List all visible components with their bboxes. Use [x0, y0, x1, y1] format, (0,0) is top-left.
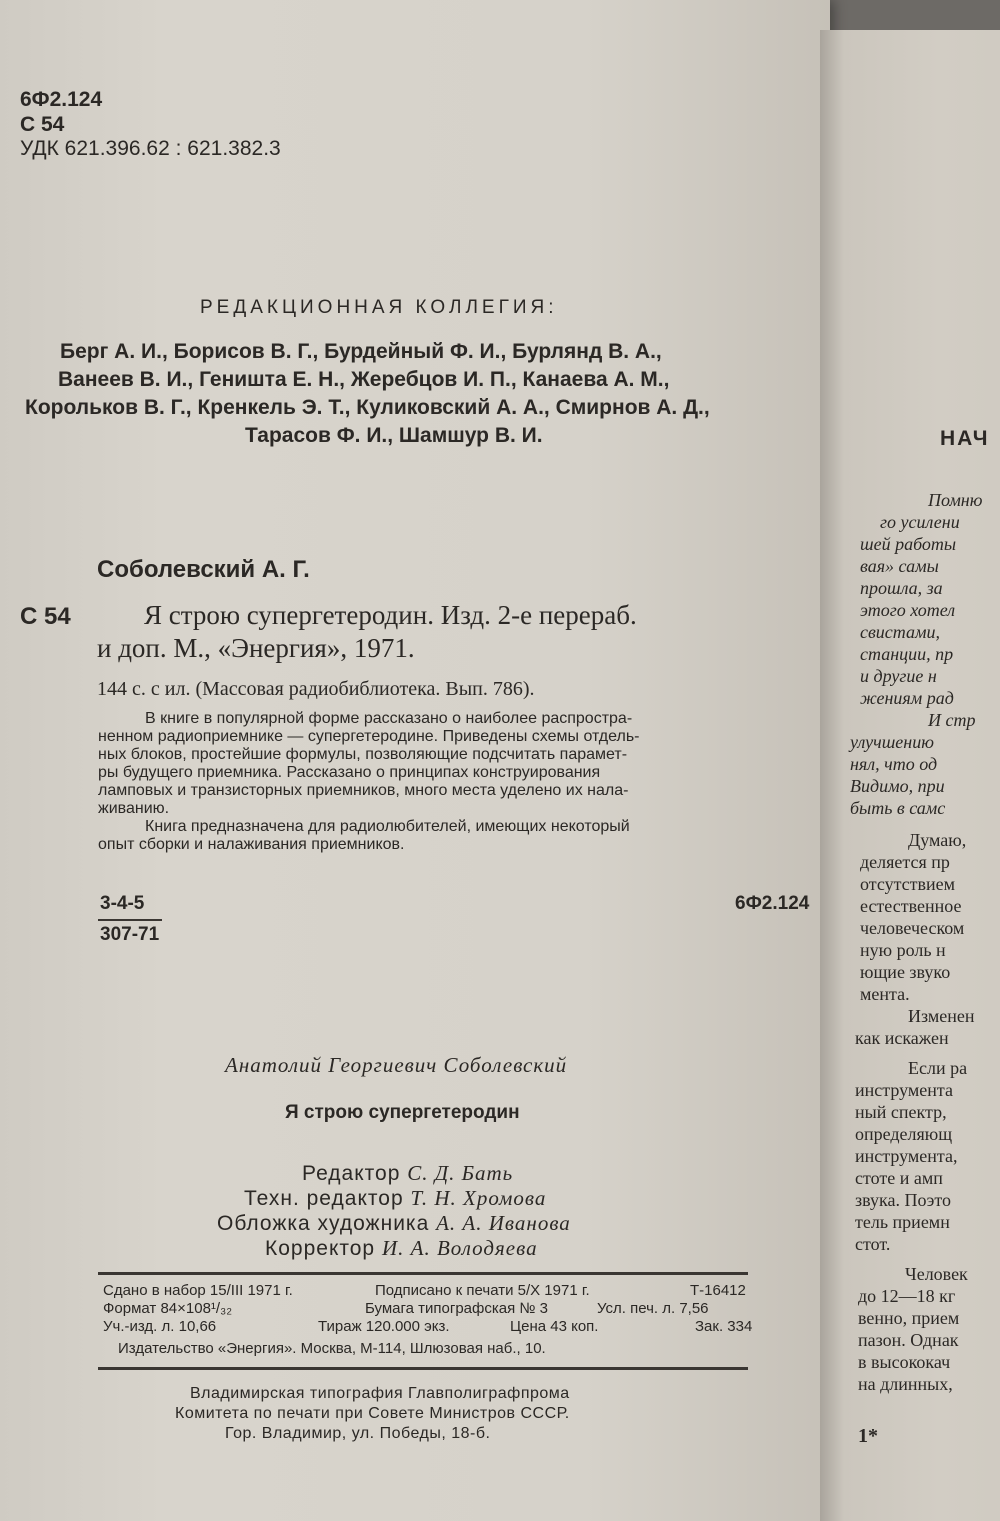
editorial-board-line: Берг А. И., Борисов В. Г., Бурдейный Ф. И., Бурлянд В. А.,: [60, 340, 662, 363]
body-line: инструмента,: [855, 1146, 958, 1166]
imprint-format: Формат 84×108¹/₃₂: [103, 1300, 233, 1317]
abstract-line: Книга предназначена для радиолюбителей, имеющих некоторый: [145, 818, 630, 835]
printing-house-line: Гор. Владимир, ул. Победы, 18-б.: [225, 1425, 491, 1442]
editorial-board-line: Тарасов Ф. И., Шамшур В. И.: [245, 424, 543, 447]
imprint-publisher: Издательство «Энергия». Москва, М-114, Шлюзовая наб., 10.: [118, 1340, 546, 1357]
credit-role: Редактор: [302, 1162, 401, 1185]
body-line: Если ра: [908, 1058, 968, 1078]
right-page: [820, 30, 1000, 1521]
editorial-board-line: Корольков В. Г., Кренкель Э. Т., Куликовский А. А., Смирнов А. Д.,: [25, 396, 710, 419]
catalog-index: С 54: [20, 113, 65, 136]
credit-name: А. А. Иванова: [436, 1211, 571, 1235]
body-line: Помню: [928, 490, 983, 510]
abstract-line: ненном радиоприемнике — супергетеродине. Приведены схемы отдель-: [98, 728, 640, 745]
body-line: Видимо, при: [850, 776, 945, 796]
body-line: прошла, за: [860, 578, 943, 598]
body-line: человеческом: [860, 918, 965, 938]
credit-role: Корректор: [265, 1237, 376, 1260]
abstract-line: В книге в популярной форме рассказано о наиболее распростра-: [145, 710, 633, 727]
body-line: и другие н: [860, 666, 937, 686]
imprint-signed: Подписано к печати 5/X 1971 г.: [375, 1282, 590, 1299]
imprint-order: Зак. 334: [695, 1318, 753, 1335]
chapter-heading: НАЧ: [940, 427, 990, 450]
body-line: быть в самс: [850, 798, 946, 818]
printing-house-line: Владимирская типография Главполиграфпрома: [190, 1385, 570, 1402]
credit-name: С. Д. Бать: [407, 1161, 514, 1185]
editorial-board-title: РЕДАКЦИОННАЯ КОЛЛЕГИЯ:: [200, 297, 558, 318]
printing-house-line: Комитета по печати при Совете Министров СССР.: [175, 1405, 570, 1422]
bibliography-index: С 54: [20, 603, 71, 630]
body-line: деляется пр: [860, 852, 950, 872]
imprint-print-sheets: Усл. печ. л. 7,56: [597, 1300, 709, 1317]
body-line: ную роль н: [860, 940, 946, 960]
fraction-rule: [98, 919, 162, 921]
body-line: стоте и амп: [855, 1168, 943, 1188]
body-line: стот.: [855, 1234, 891, 1254]
editorial-board-line: Ванеев В. И., Геништа Е. Н., Жеребцов И. П., Канаева А. М.,: [58, 368, 670, 391]
abstract-line: опыт сборки и налаживания приемников.: [98, 836, 405, 853]
credit-role: Обложка художника: [217, 1212, 430, 1235]
body-line: Изменен: [908, 1006, 975, 1026]
imprint-paper: Бумага типографская № 3: [365, 1300, 548, 1317]
udk-code: УДК 621.396.62 : 621.382.3: [20, 137, 281, 160]
imprint-run: Тираж 120.000 экз.: [318, 1318, 450, 1335]
body-line: инструмента: [855, 1080, 953, 1100]
bibliography-title-line: Я строю супергетеродин. Изд. 2-е перераб.: [144, 600, 637, 630]
body-line: Человек: [905, 1264, 968, 1284]
credit-role: Техн. редактор: [244, 1187, 404, 1210]
body-line: естественное: [860, 896, 962, 916]
abstract-line: ры будущего приемника. Рассказано о принципах конструирования: [98, 764, 601, 781]
imprint-license: Т-16412: [690, 1282, 746, 1299]
credit-name: И. А. Володяева: [381, 1236, 538, 1260]
body-line: станции, пр: [860, 644, 954, 664]
body-line: вая» самы: [860, 556, 939, 576]
body-line: Думаю,: [908, 830, 967, 850]
credit-name: Т. Н. Хромова: [410, 1186, 547, 1210]
body-line: в высококач: [858, 1352, 951, 1372]
credit-proofreader: [265, 1236, 538, 1261]
body-line: нял, что од: [850, 754, 938, 774]
body-line: мента.: [860, 984, 910, 1004]
body-line: го усилени: [880, 512, 960, 532]
imprint-bottom-rule: [98, 1367, 748, 1370]
body-line: ный спектр,: [855, 1102, 947, 1122]
bibliography-publisher-line: и доп. М., «Энергия», 1971.: [97, 633, 415, 663]
body-line: жениям рад: [860, 688, 954, 708]
body-line: ющие звуко: [860, 962, 951, 982]
body-line: И стр: [928, 710, 976, 730]
imprint-top-rule: [98, 1272, 748, 1275]
credit-cover-artist: [217, 1211, 571, 1236]
body-line: как искажен: [855, 1028, 949, 1048]
body-line: свистами,: [860, 622, 940, 642]
bbk-top-number: 3-4-5: [100, 893, 145, 914]
body-line: определяющ: [855, 1124, 953, 1144]
author-full-name: Анатолий Георгиевич Соболевский: [225, 1053, 568, 1077]
body-line: до 12—18 кг: [858, 1286, 956, 1306]
imprint-price: Цена 43 коп.: [510, 1318, 599, 1335]
body-line: пазон. Однак: [858, 1330, 959, 1350]
body-line: на длинных,: [858, 1374, 953, 1394]
author-heading: Соболевский А. Г.: [97, 556, 310, 583]
signature-mark: 1*: [858, 1425, 878, 1447]
body-line: этого хотел: [860, 600, 956, 620]
classification-code-right: 6Ф2.124: [735, 893, 810, 914]
abstract-line: ламповых и транзисторных приемников, много места уделено их нала-: [98, 782, 629, 799]
body-line: отсутствием: [860, 874, 956, 894]
imprint-publisher-sheets: Уч.-изд. л. 10,66: [103, 1318, 217, 1335]
bibliography-pages-line: 144 с. с ил. (Массовая радиобиблиотека. Вып. 786).: [97, 678, 535, 700]
classification-code: 6Ф2.124: [20, 88, 103, 111]
abstract-line: живанию.: [98, 800, 170, 817]
bbk-bottom-number: 307-71: [100, 924, 160, 945]
body-line: венно, прием: [858, 1308, 960, 1328]
credit-tech-editor: [244, 1186, 546, 1211]
body-line: звука. Поэто: [855, 1190, 952, 1210]
body-line: шей работы: [860, 534, 957, 554]
book-title: Я строю супергетеродин: [285, 1102, 520, 1123]
imprint-date: Сдано в набор 15/III 1971 г.: [103, 1282, 293, 1299]
body-line: тель приемн: [855, 1212, 950, 1232]
abstract-line: ных блоков, простейшие формулы, позволяющие подсчитать парамет-: [98, 746, 628, 763]
credit-editor: [302, 1161, 513, 1186]
body-line: улучшению: [850, 732, 934, 752]
